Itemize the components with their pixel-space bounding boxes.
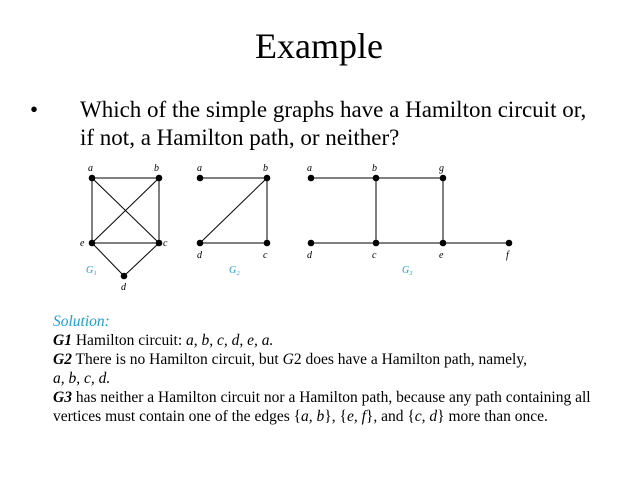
question-text: Which of the simple graphs have a Hamilton circuit or, if not, a Hamilton path, or neither? — [80, 97, 587, 150]
g3-vertex-f — [506, 240, 512, 246]
g1-vertex-e — [89, 240, 95, 246]
g3-sep-1: }, { — [324, 408, 347, 425]
g1-text: Hamilton circuit: — [71, 332, 187, 349]
g1-label-c: c — [163, 238, 168, 249]
graph-g3 — [308, 175, 512, 246]
g2-text-a: There is no Hamilton circuit, but — [71, 351, 283, 368]
g1-vertex-c — [156, 240, 162, 246]
g3-vertex-d — [308, 240, 314, 246]
g3-label-f: f — [506, 250, 509, 261]
g2-edge-d-b — [200, 178, 267, 243]
g2-text-b: 2 does have a Hamilton path, namely, — [293, 351, 527, 368]
g2-vertex-a — [197, 175, 203, 181]
g1-name: G₁ — [86, 265, 97, 276]
solution-heading: Solution: — [53, 313, 110, 330]
graph-g2 — [197, 175, 270, 246]
g2-vertex-d — [197, 240, 203, 246]
g3-text-b: } more than once. — [437, 408, 548, 425]
g3-vertex-a — [308, 175, 314, 181]
solution-g3-line — [53, 388, 623, 426]
g3-ref: G3 — [53, 389, 72, 406]
solution-block — [53, 312, 623, 426]
g2-name: G₂ — [229, 265, 240, 276]
g3-vertex-g — [440, 175, 446, 181]
g3-label-e: e — [439, 250, 444, 261]
g1-label-b: b — [154, 163, 159, 174]
solution-g1-line — [53, 331, 623, 350]
g3-label-b: b — [372, 163, 377, 174]
g2-ref: G2 — [53, 351, 72, 368]
g3-label-g: g — [439, 163, 444, 174]
g3-label-c: c — [372, 250, 377, 261]
g3-edge-2: e, f — [346, 408, 366, 425]
slide-title: Example — [255, 26, 383, 66]
g1-edge-c-d — [124, 243, 159, 276]
g3-sep-2: }, and { — [365, 408, 415, 425]
g2-label-d: d — [197, 250, 202, 261]
g1-vertex-a — [89, 175, 95, 181]
bullet-dot: • — [30, 97, 39, 122]
g1-label-a: a — [88, 163, 93, 174]
g2-path: a, b, c, d. — [53, 370, 111, 387]
g3-vertex-e — [440, 240, 446, 246]
g2-label-b: b — [263, 163, 268, 174]
g3-edge-3: c, d — [414, 408, 438, 425]
g1-label-e: e — [80, 238, 85, 249]
graph-g1 — [89, 175, 162, 279]
g2-vertex-b — [264, 175, 270, 181]
g2-label-c: c — [263, 250, 268, 261]
g1-label-d: d — [121, 282, 126, 293]
solution-g2-line — [53, 350, 623, 388]
g3-label-d: d — [307, 250, 312, 261]
g3-vertex-c — [373, 240, 379, 246]
g1-edge-e-d — [92, 243, 124, 276]
g1-ref: G1 — [53, 332, 72, 349]
g1-circuit: a, b, c, d, e, a. — [186, 332, 274, 349]
g2-label-a: a — [197, 163, 202, 174]
g3-label-a: a — [307, 163, 312, 174]
g1-vertex-b — [156, 175, 162, 181]
g3-text-a: has neither a Hamilton circuit nor a Hamilton path, because any path containing all vertices must contain one of the edges { — [53, 389, 591, 425]
g2-inline-ref: G — [282, 351, 294, 368]
g3-vertex-b — [373, 175, 379, 181]
g3-edge-1: a, b — [301, 408, 325, 425]
g2-vertex-c — [264, 240, 270, 246]
g3-name: G₃ — [402, 265, 413, 276]
g1-vertex-d — [121, 273, 127, 279]
